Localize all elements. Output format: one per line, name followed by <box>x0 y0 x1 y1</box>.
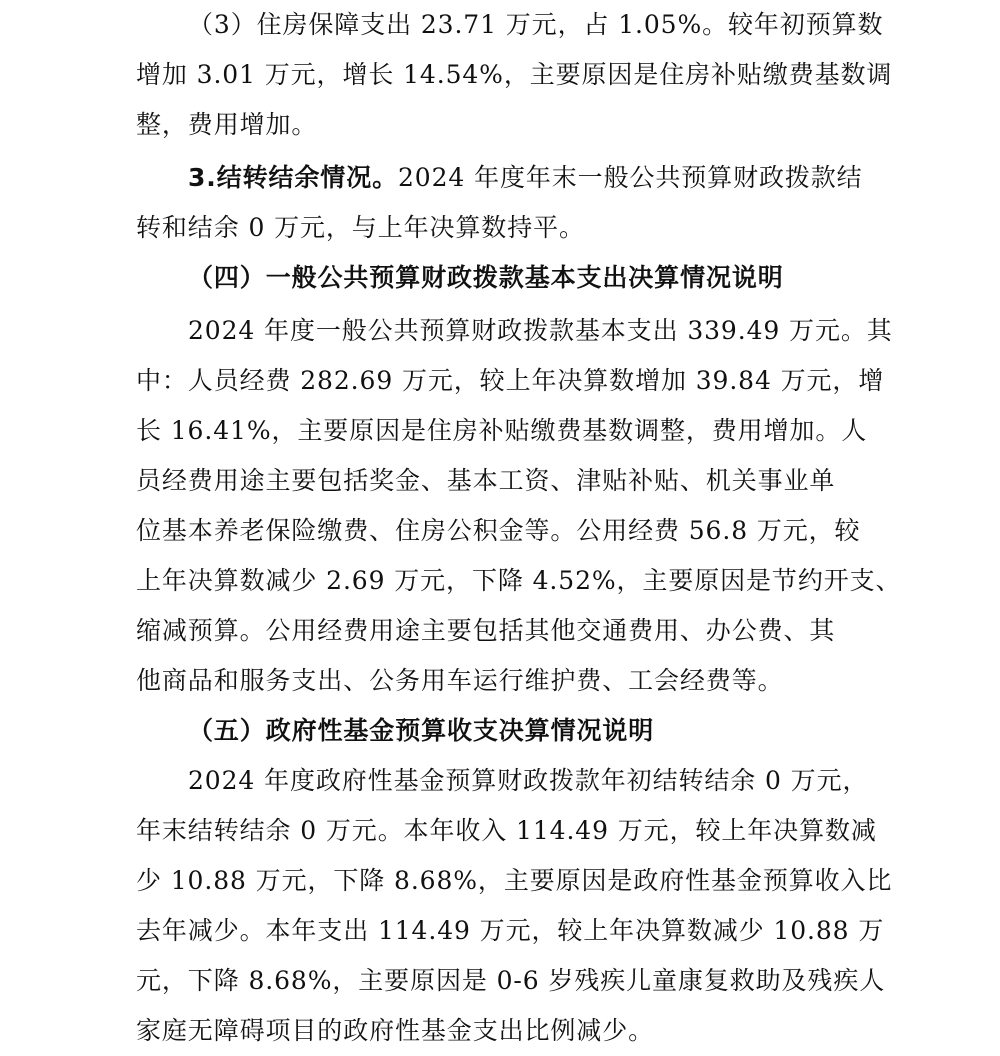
text-line: 中：人员经费 282.69 万元，较上年决算数增加 39.84 万元，增 <box>136 366 885 395</box>
text-line: 位基本养老保险缴费、住房公积金等。公用经费 56.8 万元，较 <box>136 516 861 545</box>
text-line: （3）住房保障支出 23.71 万元，占 1.05%。较年初预算数 <box>188 10 884 39</box>
section-heading: （五）政府性基金预算收支决算情况说明 <box>188 716 655 745</box>
text-line: 家庭无障碍项目的政府性基金支出比例减少。 <box>136 1016 655 1045</box>
text-line: 缩减预算。公用经费用途主要包括其他交通费用、办公费、其 <box>136 616 836 645</box>
text-line: 去年减少。本年支出 114.49 万元，较上年决算数减少 10.88 万 <box>136 916 885 945</box>
text-line: 元，下降 8.68%，主要原因是 0-6 岁残疾儿童康复救助及残疾人 <box>136 966 886 995</box>
text-line <box>188 153 863 203</box>
section-text: 2024 年度年末一般公共预算财政拨款结 <box>398 163 863 192</box>
text-line: 2024 年度政府性基金预算财政拨款年初结转结余 0 万元， <box>188 766 869 795</box>
text-line: 他商品和服务支出、公务用车运行维护费、工会经费等。 <box>136 666 784 695</box>
text-line: 整，费用增加。 <box>136 110 318 139</box>
text-line: 员经费用途主要包括奖金、基本工资、津贴补贴、机关事业单 <box>136 466 836 495</box>
text-line: 上年决算数减少 2.69 万元，下降 4.52%，主要原因是节约开支、 <box>136 566 902 595</box>
section-label: 3.结转结余情况。 <box>188 163 398 192</box>
text-line: 少 10.88 万元，下降 8.68%，主要原因是政府性基金预算收入比 <box>136 866 893 895</box>
text-line: 长 16.41%，主要原因是住房补贴缴费基数调整，费用增加。人 <box>136 416 868 445</box>
text-line: 增加 3.01 万元，增长 14.54%，主要原因是住房补贴缴费基数调 <box>136 60 893 89</box>
text-line: 年末结转结余 0 万元。本年收入 114.49 万元，较上年决算数减 <box>136 816 877 845</box>
text-line: 转和结余 0 万元，与上年决算数持平。 <box>136 213 585 242</box>
text-line: 2024 年度一般公共预算财政拨款基本支出 339.49 万元。其 <box>188 316 893 345</box>
section-heading: （四）一般公共预算财政拨款基本支出决算情况说明 <box>188 263 784 292</box>
